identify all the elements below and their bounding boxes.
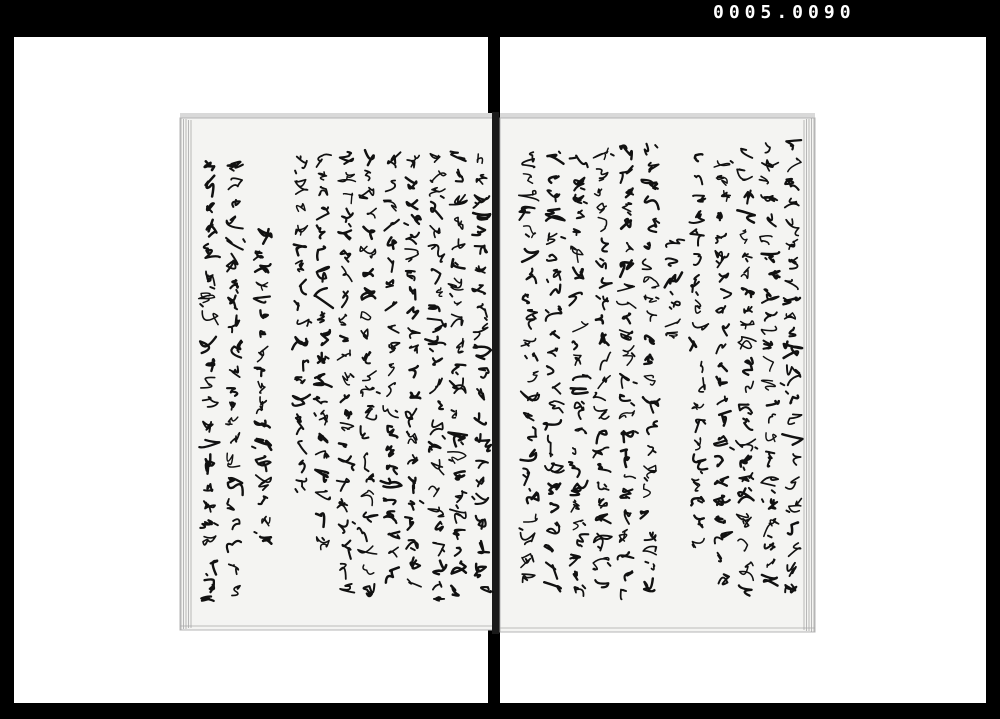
handwritten-stroke — [583, 523, 585, 525]
handwritten-stroke — [398, 535, 399, 537]
handwritten-stroke — [762, 499, 763, 502]
handwritten-stroke — [787, 511, 790, 512]
left-page-sheet — [180, 118, 494, 630]
handwritten-stroke — [440, 522, 441, 524]
handwritten-stroke — [363, 358, 364, 360]
handwritten-stroke — [672, 336, 674, 338]
handwritten-stroke — [452, 410, 455, 411]
handwritten-stroke — [696, 231, 697, 233]
handwritten-stroke — [654, 451, 656, 452]
handwritten-stroke — [235, 308, 237, 309]
handwritten-stroke — [377, 392, 380, 393]
handwritten-stroke — [631, 194, 633, 195]
handwritten-stroke — [295, 171, 296, 174]
handwritten-stroke — [314, 413, 316, 416]
handwritten-stroke — [529, 489, 530, 491]
handwritten-stroke — [342, 355, 346, 356]
handwritten-stroke — [584, 202, 587, 203]
handwritten-stroke — [485, 318, 487, 320]
handwritten-stroke — [559, 152, 560, 154]
handwritten-stroke — [653, 188, 655, 189]
handwritten-stroke — [353, 522, 355, 524]
handwritten-stroke — [635, 432, 638, 434]
handwritten-stroke — [744, 468, 745, 470]
handwritten-stroke — [731, 161, 733, 163]
handwritten-stroke — [206, 574, 207, 575]
handwritten-stroke — [581, 188, 585, 189]
handwritten-stroke — [212, 363, 214, 365]
handwritten-stroke — [561, 237, 565, 238]
handwritten-stroke — [755, 447, 757, 448]
book-spine — [492, 112, 499, 634]
handwritten-stroke — [461, 442, 463, 444]
handwritten-stroke — [799, 376, 800, 377]
handwritten-stroke — [490, 591, 493, 592]
handwritten-stroke — [456, 372, 458, 374]
handwritten-stroke — [746, 259, 748, 262]
handwritten-stroke — [585, 431, 586, 433]
handwritten-stroke — [236, 290, 238, 293]
handwritten-stroke — [626, 338, 629, 339]
handwritten-stroke — [634, 382, 637, 383]
handwritten-stroke — [252, 447, 255, 449]
handwritten-stroke — [605, 485, 607, 487]
handwritten-stroke — [431, 181, 433, 182]
handwritten-stroke — [341, 499, 342, 501]
handwritten-stroke — [322, 538, 324, 540]
handwritten-stroke — [698, 524, 702, 525]
handwritten-stroke — [701, 472, 702, 473]
handwritten-stroke — [653, 424, 655, 426]
handwritten-stroke — [550, 454, 552, 455]
handwritten-stroke — [580, 545, 582, 546]
handwritten-stroke — [449, 460, 452, 461]
handwritten-stroke — [748, 413, 751, 414]
handwritten-stroke — [344, 292, 345, 294]
handwritten-stroke — [393, 519, 395, 520]
handwritten-stroke — [475, 203, 478, 204]
handwritten-stroke — [598, 547, 600, 548]
handwritten-stroke — [670, 307, 672, 309]
handwritten-stroke — [645, 562, 648, 563]
handwritten-stroke — [611, 154, 614, 155]
handwritten-stroke — [693, 545, 694, 547]
handwritten-stroke — [582, 402, 584, 404]
handwritten-stroke — [765, 258, 766, 259]
handwritten-stroke — [229, 478, 232, 480]
handwritten-stroke — [526, 559, 527, 561]
frame-number: 0005.0090 — [713, 2, 856, 23]
handwritten-stroke — [547, 280, 548, 283]
handwritten-stroke — [555, 523, 557, 525]
handwritten-stroke — [519, 528, 522, 530]
handwritten-stroke — [263, 464, 264, 466]
handwritten-stroke — [237, 350, 238, 352]
handwritten-stroke — [396, 411, 398, 412]
handwritten-stroke — [265, 497, 267, 498]
handwritten-stroke — [254, 532, 256, 533]
handwritten-stroke — [656, 298, 658, 299]
